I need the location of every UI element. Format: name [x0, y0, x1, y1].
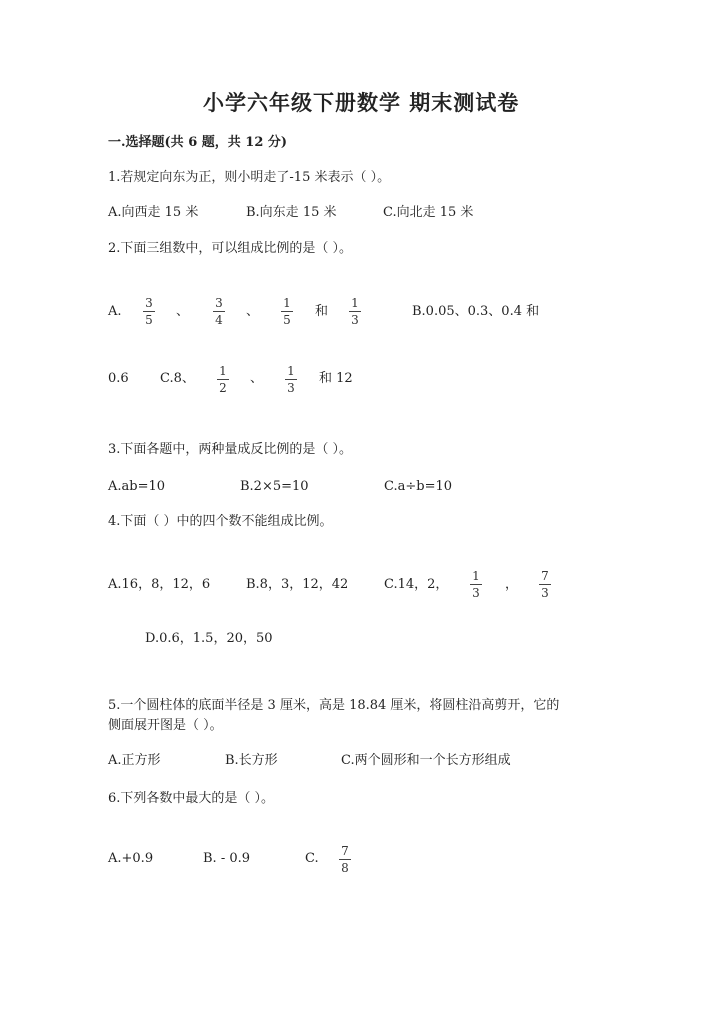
question-4-option-b: B.8，3，12，42 — [246, 577, 349, 592]
numerator: 3 — [145, 296, 153, 310]
fraction — [339, 845, 351, 875]
numerator: 1 — [283, 296, 291, 310]
question-4-option-d: D.0.6，1.5，20，50 — [145, 631, 273, 646]
question-2-option-c-tail: 和 12 — [319, 371, 353, 386]
question-2-stem: 2.下面三组数中，可以组成比例的是（ ）。 — [108, 241, 353, 256]
fraction-bar — [539, 584, 551, 585]
question-5-stem-line-1: 5.一个圆柱体的底面半径是 3 厘米，高是 18.84 厘米，将圆柱沿高剪开，它的 — [108, 698, 560, 713]
denominator: 8 — [341, 861, 349, 875]
question-1-stem: 1.若规定向东为正，则小明走了-15 米表示（ ）。 — [108, 170, 391, 185]
fraction-bar — [217, 379, 229, 380]
question-3-option-b: B.2×5=10 — [240, 479, 309, 494]
question-6-option-a: A.+0.9 — [108, 851, 154, 866]
question-5-option-a: A.正方形 — [108, 753, 161, 768]
fraction-bar — [470, 584, 482, 585]
question-1-option-b: B.向东走 15 米 — [246, 205, 337, 220]
section-heading: 一.选择题(共 6 题，共 12 分) — [108, 135, 288, 150]
question-3-stem: 3.下面各题中，两种量成反比例的是（ ）。 — [108, 442, 353, 457]
separator: ， — [505, 577, 519, 592]
numerator: 1 — [472, 569, 480, 583]
question-4-option-c-label: C.14，2， — [384, 577, 449, 592]
question-2-option-b: B.0.05、0.3、0.4 和 — [412, 304, 540, 319]
fraction — [539, 570, 551, 600]
fraction-bar — [213, 311, 225, 312]
denominator: 5 — [283, 313, 291, 327]
question-6-stem: 6.下列各数中最大的是（ ）。 — [108, 791, 275, 806]
numerator: 1 — [351, 296, 359, 310]
question-5-stem-line-2: 侧面展开图是（ ）。 — [108, 718, 223, 733]
denominator: 3 — [351, 313, 359, 327]
denominator: 2 — [219, 381, 227, 395]
question-4-stem: 4.下面（ ）中的四个数不能组成比例。 — [108, 514, 333, 529]
separator: 、 — [176, 304, 190, 319]
denominator: 3 — [541, 586, 549, 600]
question-5-option-c: C.两个圆形和一个长方形组成 — [341, 753, 511, 768]
fraction — [281, 297, 293, 327]
question-3-option-a: A.ab=10 — [108, 479, 166, 494]
denominator: 3 — [287, 381, 295, 395]
fraction — [349, 297, 361, 327]
denominator: 3 — [472, 586, 480, 600]
question-2-option-b-continued: 0.6 — [108, 371, 129, 386]
fraction — [143, 297, 155, 327]
fraction-bar — [349, 311, 361, 312]
question-5-option-b: B.长方形 — [225, 753, 278, 768]
question-6-option-c-label: C. — [305, 851, 319, 866]
fraction-bar — [285, 379, 297, 380]
fraction — [217, 365, 229, 395]
fraction — [285, 365, 297, 395]
separator: 、 — [246, 304, 260, 319]
fraction-bar — [143, 311, 155, 312]
numerator: 7 — [341, 844, 349, 858]
denominator: 4 — [215, 313, 223, 327]
question-1-option-a: A.向西走 15 米 — [108, 205, 199, 220]
question-1-option-c: C.向北走 15 米 — [383, 205, 474, 220]
numerator: 1 — [287, 364, 295, 378]
question-4-option-a: A.16，8，12，6 — [108, 577, 211, 592]
question-2-option-a-label: A. — [108, 304, 122, 319]
numerator: 3 — [215, 296, 223, 310]
denominator: 5 — [145, 313, 153, 327]
fraction-bar — [339, 859, 351, 860]
question-6-option-b: B. - 0.9 — [203, 851, 251, 866]
numerator: 1 — [219, 364, 227, 378]
numerator: 7 — [541, 569, 549, 583]
separator: 、 — [250, 371, 264, 386]
page-title: 小学六年级下册数学 期末测试卷 — [203, 90, 520, 115]
question-2-option-c-label: C.8、 — [160, 371, 195, 386]
fraction-bar — [281, 311, 293, 312]
question-3-option-c: C.a÷b=10 — [384, 479, 453, 494]
and-word: 和 — [315, 304, 329, 319]
fraction — [213, 297, 225, 327]
fraction — [470, 570, 482, 600]
